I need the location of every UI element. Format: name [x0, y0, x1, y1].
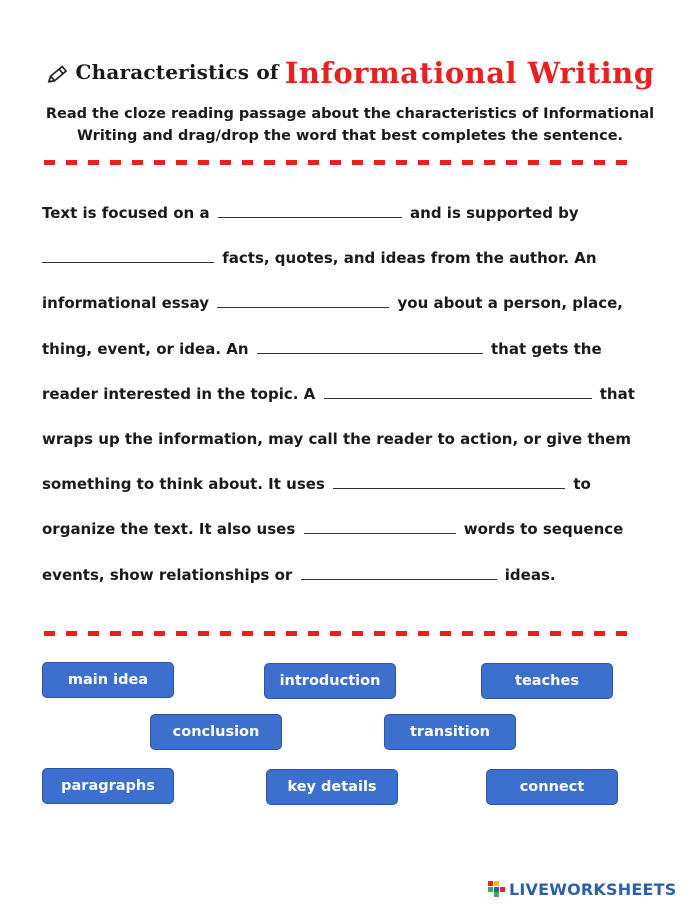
pencil-icon	[45, 62, 71, 86]
passage-text: something to think about. It uses	[42, 475, 325, 494]
passage-text: reader interested in the topic. A	[42, 384, 316, 403]
passage-line	[42, 286, 662, 331]
passage-text: you about a person, place,	[397, 294, 623, 313]
instructions	[40, 103, 660, 147]
word-tile-conclusion[interactable]: conclusion	[150, 714, 282, 750]
passage-text: facts, quotes, and ideas from the author. An	[222, 249, 597, 268]
blank-drop-zone-3[interactable]	[217, 291, 389, 308]
passage-text: that gets the	[491, 339, 602, 358]
passage-line	[42, 558, 662, 603]
word-tile-teaches[interactable]: teaches	[481, 663, 613, 699]
passage-text: organize the text. It also uses	[42, 520, 296, 539]
passage-text: words to sequence	[463, 520, 624, 539]
title-highlight: Informational Writing	[284, 56, 655, 90]
blank-drop-zone-2[interactable]	[42, 246, 214, 263]
blank-drop-zone-8[interactable]	[301, 563, 497, 580]
word-tile-transition[interactable]: transition	[384, 714, 516, 750]
passage-text: thing, event, or idea. An	[42, 339, 249, 358]
passage-text: wraps up the information, may call the reader to action, or give them	[42, 429, 631, 448]
passage-text: to	[573, 475, 591, 494]
passage-text: ideas.	[504, 565, 556, 584]
word-tile-connect[interactable]: connect	[486, 769, 618, 805]
cloze-passage	[42, 196, 662, 603]
passage-line	[42, 196, 662, 241]
top-dashed-divider	[44, 160, 632, 165]
word-tile-introduction[interactable]: introduction	[264, 663, 396, 699]
word-tile-main-idea[interactable]: main idea	[42, 662, 174, 698]
blank-drop-zone-4[interactable]	[257, 337, 483, 354]
blank-drop-zone-1[interactable]	[218, 201, 402, 218]
liveworksheets-logo	[488, 879, 676, 899]
passage-text: and is supported by	[410, 204, 579, 222]
passage-line	[42, 512, 662, 557]
passage-line	[42, 422, 662, 467]
worksheet-title	[0, 48, 700, 92]
passage-text: informational essay	[42, 294, 210, 313]
passage-text: events, show relationships or	[42, 565, 293, 584]
word-tile-key-details[interactable]: key details	[266, 769, 398, 805]
passage-text: that	[599, 384, 635, 403]
instructions-line-2: Writing and drag/drop the word that best completes the sentence.	[76, 128, 624, 144]
logo-text: LIVEWORKSHEETS	[509, 879, 677, 899]
logo-mark-icon	[488, 881, 506, 897]
title-prefix: Characteristics of	[75, 60, 279, 84]
passage-line	[42, 332, 662, 377]
instructions-line-1: Read the cloze reading passage about the characteristics of Informational	[45, 106, 655, 122]
bottom-dashed-divider	[44, 631, 632, 636]
blank-drop-zone-7[interactable]	[304, 517, 456, 534]
word-tile-paragraphs[interactable]: paragraphs	[42, 768, 174, 804]
blank-drop-zone-6[interactable]	[333, 472, 565, 489]
blank-drop-zone-5[interactable]	[324, 382, 592, 399]
passage-line	[42, 377, 662, 422]
passage-line	[42, 467, 662, 512]
passage-text: Text is focused on a	[42, 204, 210, 222]
passage-line	[42, 241, 662, 286]
